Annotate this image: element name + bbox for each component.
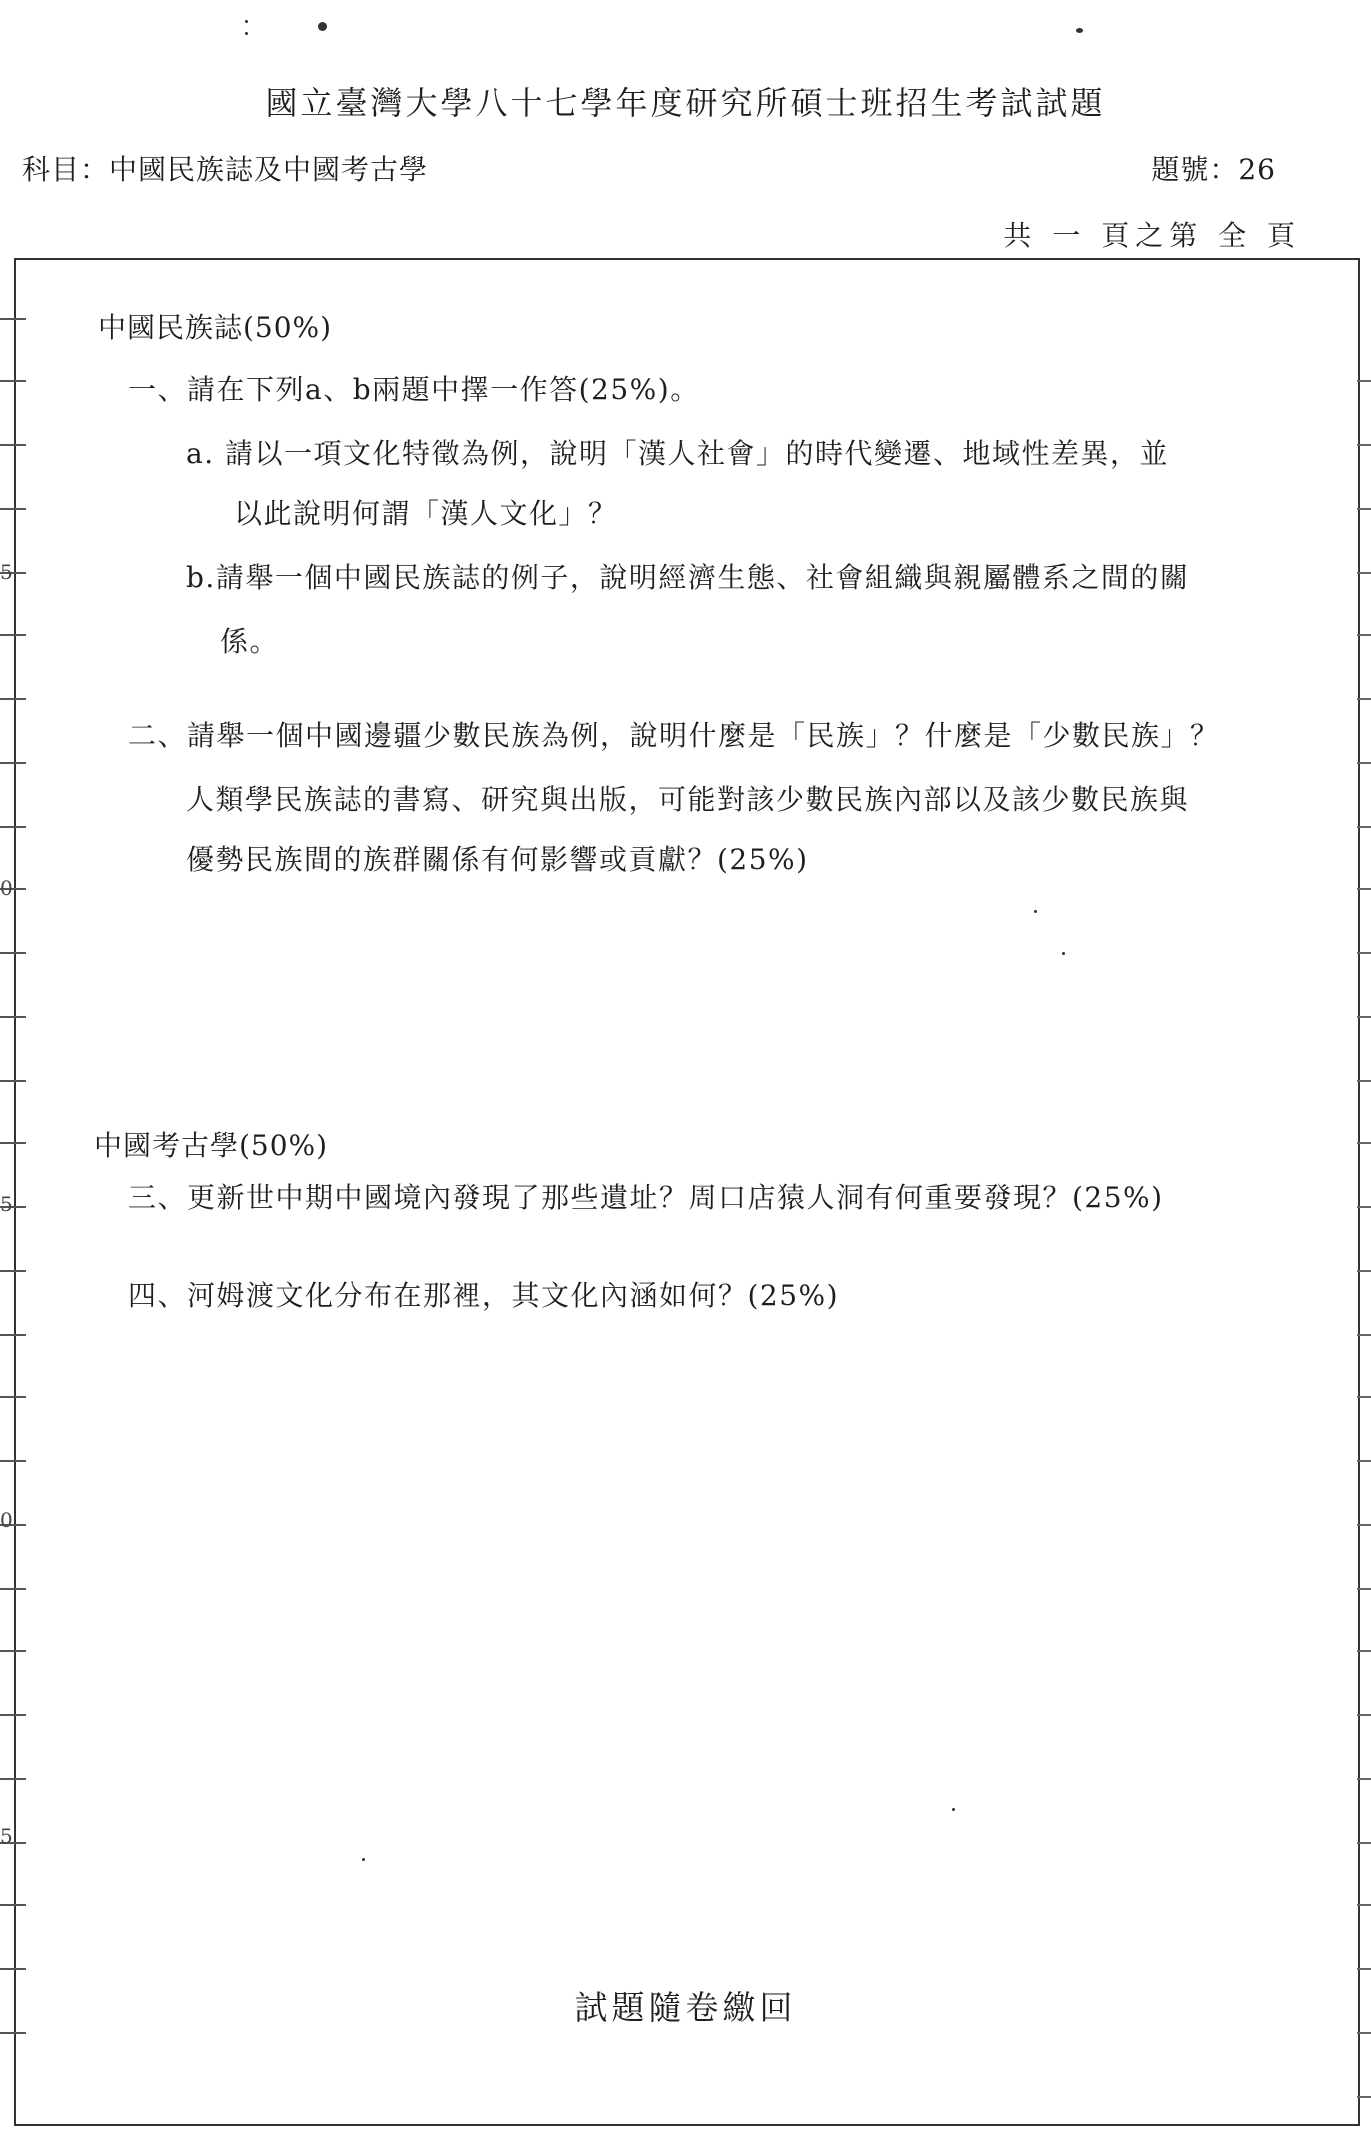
question-2-text: 二、請舉一個中國邊疆少數民族為例，說明什麼是「民族」？什麼是「少數民族」？ [128,719,1220,752]
section-heading-archaeology: 中國考古學(50%) [94,1129,329,1162]
margin-number: 5 [0,560,13,584]
margin-number: 0 [0,1508,13,1532]
question-1a-text: a. 請以一項文化特徵為例，說明「漢人社會」的時代變遷、地域性差異，並 [186,437,1169,470]
margin-number: 5 [0,1824,13,1848]
margin-number: 5 [0,1192,13,1216]
question-1-text: 一、請在下列a、b兩題中擇一作答(25%)。 [128,373,700,406]
page-count: 共 一 頁之第 全 頁 [1003,219,1301,252]
question-number: 題號：26 [1151,153,1276,186]
section-heading-ethnography: 中國民族誌(50%) [98,311,333,344]
question-1b-text-cont: 係。 [220,625,280,658]
question-3-text: 三、更新世中期中國境內發現了那些遺址？周口店猿人洞有何重要發現？(25%) [128,1181,1164,1214]
exam-title: 國立臺灣大學八十七學年度研究所碩士班招生考試試題 [265,84,1106,122]
question-1a-text-cont: 以此說明何謂「漢人文化」？ [234,497,618,530]
question-2-text-cont: 優勢民族間的族群關係有何影響或貢獻？(25%) [186,843,809,876]
return-notice: 試題隨卷繳回 [574,1988,797,2027]
subject-label: 科目：中國民族誌及中國考古學 [22,153,429,186]
question-2-text-cont: 人類學民族誌的書寫、研究與出版，可能對該少數民族內部以及該少數民族與 [186,783,1190,816]
margin-number: 0 [0,876,13,900]
question-1b-text: b.請舉一個中國民族誌的例子，說明經濟生態、社會組織與親屬體系之間的關 [186,561,1190,594]
question-4-text: 四、河姆渡文化分布在那裡，其文化內涵如何？(25%) [128,1279,840,1312]
